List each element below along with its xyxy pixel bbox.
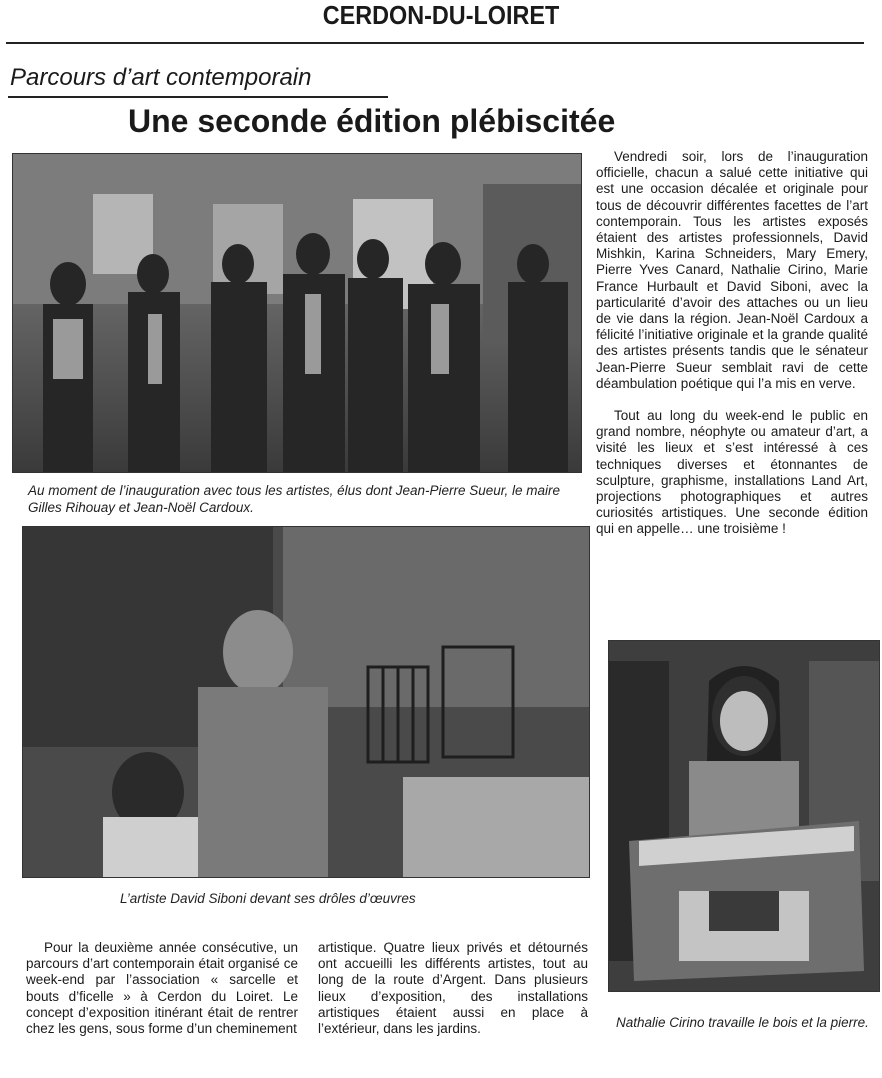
bottom-left-paragraph: Pour la deuxième année consécutive, un parcours d’art contemporain était organisé ce week-end par l’association « sarcelle et bouts d’ficelle » à Cerdon du Loiret. Le concept d’exposition itinérant était de rentrer chez les gens, sous forme d’un cheminement bbox=[26, 940, 298, 1037]
caption-inauguration: Au moment de l’inauguration avec tous les artistes, élus dont Jean-Pierre Sueur, le maire Gilles Rihouay et Jean-Noël Cardoux. bbox=[28, 483, 561, 515]
masthead-rule bbox=[6, 42, 864, 44]
right-paragraph-1: Vendredi soir, lors de l’inauguration officielle, chacun a salué cette initiative qui est une occasion décalée et originale pour tous de découvrir différentes facettes de l’art contemporain. Tous les artistes exposés étaient des artistes professionnels, David Mishkin, Karina Schneiders, Mary Emery, Pierre Yves Canard, Nathalie Cirino, Marie France Hurbault et David Siboni, avec la particularité d’avoir des attaches ou un lieu de vie dans la région. Jean-Noël Cardoux a félicité l’initiative originale et la grande qualité des artistes présents tandis que le sénateur Jean-Pierre Sueur semblait ravi de cette déambulation poétique qui l’a mis en verve. bbox=[596, 149, 868, 391]
kicker-underline bbox=[8, 96, 388, 98]
photo-siboni bbox=[22, 526, 590, 878]
article-headline: Une seconde édition plébiscitée bbox=[128, 103, 616, 139]
caption-siboni: L’artiste David Siboni devant ses drôles d’œuvres bbox=[120, 891, 416, 906]
right-column bbox=[596, 149, 868, 538]
photo-inauguration bbox=[12, 153, 582, 473]
bottom-middle-column bbox=[318, 940, 588, 1037]
caption-cirino: Nathalie Cirino travaille le bois et la pierre. bbox=[616, 1015, 869, 1030]
photo-cirino bbox=[608, 640, 880, 992]
masthead-town: CERDON-DU-LOIRET bbox=[322, 0, 560, 30]
article-kicker: Parcours d’art contemporain bbox=[10, 64, 312, 91]
bottom-left-column bbox=[26, 940, 298, 1037]
right-paragraph-2: Tout au long du week-end le public en grand nombre, néophyte ou amateur d’art, a visité les lieux et s’est intéressé à ces techniques diverses et étonnantes de sculpture, graphisme, installations Land Art, projections photographiques et autres curiosités artistiques. Une seconde édition qui en appelle… une troisième ! bbox=[596, 408, 868, 537]
bottom-middle-paragraph: artistique. Quatre lieux privés et détournés ont accueilli les différents artistes, tout au long de la route d’Argent. Dans plusieurs lieux d’exposition, des installations artistiques étaient aussi en place à l’extérieur, dans les jardins. bbox=[318, 940, 588, 1037]
